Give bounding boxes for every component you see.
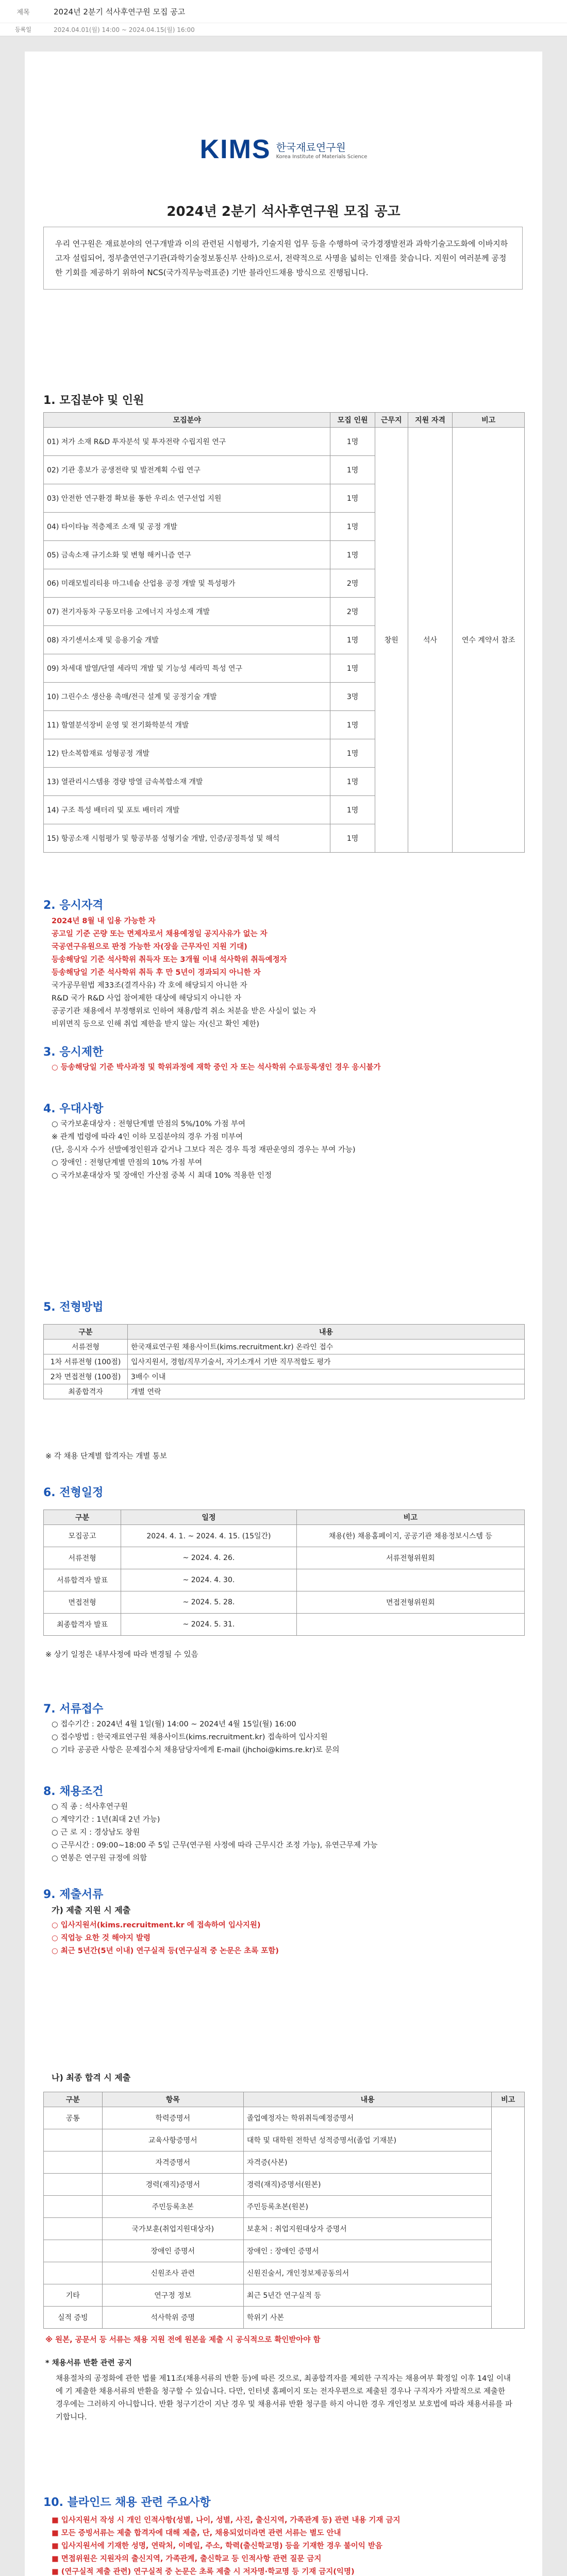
table-row [44,2240,525,2262]
section-9-title: 9. 제출서류 [43,1888,104,1901]
preference-item: ○ 장애인 : 전형단계별 만점의 10% 가점 부여 [52,1159,203,1167]
table-header-cell: 모집분야 [44,413,330,428]
schedule-cell: ~ 2024. 4. 30. [121,1569,296,1591]
qualification-item: 국공연구유원으로 판정 가능한 자(장을 근무자인 지원 기대) [52,943,247,951]
doc-cell [44,2174,103,2196]
count-cell: 1명 [330,711,375,739]
table-row [44,1569,525,1591]
field-cell: 13) 열관리시스템용 경량 방열 금속복합소재 개발 [44,768,330,796]
table-row [44,1547,525,1569]
count-cell: 1명 [330,428,375,456]
doc-cell: 주민등록초본(원본) [243,2196,491,2218]
condition-item: ○ 직 종 : 석사후연구원 [52,1803,128,1811]
restriction-text: ○ 등송해당일 기준 박사과정 및 학위과정에 재학 중인 자 또는 석사학위 수료등록생인 경우 응시불가 [52,1063,381,1072]
table-header-cell: 비고 [296,1510,524,1525]
doc-item: ○ 입사지원서(kims.recruitment.kr 에 접속하여 입사지원) [52,1921,261,1929]
doc-cell [44,2262,103,2284]
doc-cell: 실적 증빙 [44,2307,103,2329]
doc-cell [44,2196,103,2218]
section-4-title: 4. 우대사항 [43,1103,104,1115]
logo-kor: 한국재료연구원 [276,141,346,154]
section-7-title: 7. 서류접수 [43,1703,104,1716]
field-cell: 09) 차세대 발열/단열 세라믹 개발 및 기능성 세라믹 특성 연구 [44,654,330,683]
doc-cell: 주민등록초본 [102,2196,243,2218]
table-row [44,2284,525,2307]
schedule-cell: ~ 2024. 5. 28. [121,1591,296,1614]
blind-item: ■ 모든 증빙서류는 제출 합격자에 대해 제출, 단, 채용되었더라면 관련 서류는 별도 안내 [52,2529,341,2537]
field-cell: 06) 미래모빌리티용 마그네슘 산업용 공정 개발 및 특성평가 [44,569,330,598]
doc-cell: 학위기 사본 [243,2307,491,2329]
table-header-cell: 일정 [121,1510,296,1525]
table-row [44,1384,525,1399]
notice-header [0,0,567,37]
field-cell: 05) 금속소재 규기소화 및 변형 해커니즘 연구 [44,541,330,569]
doc-cell: 교육사항증명서 [102,2129,243,2151]
stage-content-cell: 입사지원서, 경험/직무기술서, 자기소개서 기반 직무적합도 평가 [128,1354,525,1369]
count-cell: 1명 [330,824,375,853]
count-cell: 3명 [330,683,375,711]
field-cell: 15) 항공소재 시험평가 및 항공부품 성형기술 개발, 인증/공정특성 및 해석 [44,824,330,853]
stage-cell: 최종합격자 [44,1384,128,1399]
table-row [44,428,525,456]
blind-list [52,2510,521,2576]
schedule-table [43,1510,525,1636]
field-cell: 03) 안전한 연구환경 확보를 통한 우리소 연구선업 지원 [44,484,330,513]
notice-body [25,52,542,2576]
count-cell: 2명 [330,598,375,626]
condition-item: ○ 계약기간 : 1년(최대 2년 가능) [52,1816,160,1824]
table-header-cell: 구분 [44,1325,128,1340]
stage-cell: 1차 서류전형 (100점) [44,1354,128,1369]
doc-cell: 경력(재직)증명서(원본) [243,2174,491,2196]
doc-cell: 보훈처 : 취업지원대상자 증명서 [243,2218,491,2240]
qualification-item: 공고일 기준 곤량 또는 면제자로서 채용예정일 공지사유가 없는 자 [52,930,268,938]
count-cell: 1명 [330,739,375,768]
schedule-cell: 2024. 4. 1. ~ 2024. 4. 15. (15일간) [121,1525,296,1547]
merged-cell: 창원 [375,428,408,853]
table-row [44,2174,525,2196]
notice-title: 2024년 2분기 석사후연구원 모집 공고 [166,204,401,219]
blind-item: ■ 입사지원서에 기재한 성명, 연락처, 이메일, 주소, 학력(출신학교명) 등을 기재한 경우 불이익 받음 [52,2542,382,2550]
header-date-row [0,23,567,36]
preference-item: ○ 국가보훈대상자 : 전형단계별 만점의 5%/10% 가점 부여 [52,1120,246,1128]
merged-cell: 석사 [408,428,452,853]
doc-cell: 자격증명서 [102,2151,243,2174]
doc-cell: 대학 및 대학원 전학년 성적증명서(졸업 기재분) [243,2129,491,2151]
selection-method-table [43,1324,525,1399]
docs-sub1: 가) 제출 지원 시 제출 [52,1905,131,1915]
table-header-cell: 비고 [492,2092,525,2107]
section-8-title: 8. 채용조건 [43,1785,104,1798]
section-2-title: 2. 응시자격 [43,899,104,912]
table-row [44,2129,525,2151]
blind-item: ■ 입사지원서 작성 시 개인 인적사항(성별, 나이, 성별, 사진, 출신지역, 가족관계 등) 관련 내용 기재 금지 [52,2516,401,2524]
stage-content-cell: 개별 연락 [128,1384,525,1399]
doc-item: ○ 최근 5년간(5년 이내) 연구실적 등(연구실적 중 논문은 초록 포함) [52,1947,279,1955]
table-row [44,1525,525,1547]
doc-cell [44,2151,103,2174]
doc-cell: 신원진술서, 개인정보제공동의서 [243,2262,491,2284]
count-cell: 1명 [330,796,375,824]
schedule-note: ※ 상기 일정은 내부사정에 따라 변경될 수 있음 [45,1651,198,1659]
doc-cell [44,2218,103,2240]
qualification-item: 비위면직 등으로 인해 취업 제한을 받지 않는 자(신고 확인 제한) [52,1020,259,1028]
doc-cell: 석사학위 증명 [102,2307,243,2329]
field-cell: 11) 할열분석장비 운영 및 전기화학분석 개발 [44,711,330,739]
final-docs-note: ※ 원본, 공문서 등 서류는 채용 지원 전에 원본을 제출 시 공식적으로 확인받아야 함 [45,2336,321,2344]
doc-cell [44,2129,103,2151]
table-header-cell: 구분 [44,1510,121,1525]
submission-item: ○ 접수방법 : 한국재료연구원 채용사이트(kims.recruitment.kr) 접속하여 입사지원 [52,1733,328,1741]
table-row [44,2307,525,2329]
qualification-item: 2024년 8월 내 입용 가능한 자 [52,917,156,925]
schedule-cell: 채용(한) 채용홈페이지, 공공기관 채용정보시스템 등 [296,1525,524,1547]
table-row [44,2218,525,2240]
submission-list [52,1718,521,1757]
qualification-item: R&D 국가 R&D 사업 참여제한 대상에 해당되지 아니한 자 [52,994,242,1003]
qualification-list [52,915,521,1031]
table-row [44,2107,525,2129]
condition-item: ○ 근무시간 : 09:00~18:00 주 5일 근무(연구원 사정에 따라 근무시간 조정 가능), 유연근무제 가능 [52,1841,378,1850]
schedule-cell [296,1569,524,1591]
return-notice-body: 채용절차의 공정화에 관한 법률 제11조(채용서류의 반환 등)에 따른 것으로, 최종합격자를 제외한 구직자는 채용여부 확정일 이후 14일 이내에 기 제출한 채용서류의 반환을 청구할 수 있습니다. 다만, 인터넷 홈페이지 또는 전자우편으로 제출된 경우나 구직자가 자발적으로 제출한 경우에는 그러하지 아니합니다. 반환 청구기간이 지난 경우 및 채용서류 반환 청구를 하지 아니한 경우 개인정보 보호법에 따라 채용서류를 파기합니다. [56,2375,512,2421]
logo-eng: Korea Institute of Materials Science [276,154,368,160]
stage-cell: 서류전형 [44,1340,128,1354]
recruit-field-table [43,412,525,853]
field-cell: 01) 저가 소재 R&D 투자분석 및 투자전략 수립지원 연구 [44,428,330,456]
condition-item: ○ 연봉은 연구원 규정에 의함 [52,1854,147,1862]
submission-item: ○ 기타 공공관 사항은 문제접수처 채용담당자에게 E-mail (jhchoi@kims.re.kr)로 문의 [52,1746,340,1754]
final-docs-table [43,2092,525,2329]
schedule-cell: 서류전형위원회 [296,1547,524,1569]
doc-cell: 기타 [44,2284,103,2307]
intro-box: 우리 연구원은 재료분야의 연구개발과 이의 관련된 시험평가, 기술지원 업무 등을 수행하여 국가경쟁발전과 과학기술고도화에 이바지하고자 설립되어, 정부출연연구기관(과학기술정보통신부 산하)으로서, 전략적으로 사명을 넓히는 인재를 찾습니다. 지원이 여러분께 공정한 기회를 제공하기 위하여 NCS(국가직무능력표준) 기반 블라인드채용 방식으로 진행됩니다. [43,227,523,290]
selection-note: ※ 각 채용 단계별 합격자는 개별 통보 [45,1452,167,1461]
table-row [44,1340,525,1354]
count-cell: 2명 [330,569,375,598]
condition-list [52,1801,521,1865]
table-row [44,2196,525,2218]
table-header-cell: 지원 자격 [408,413,452,428]
doc-cell: 장애인 증명서 [102,2240,243,2262]
section-10-title: 10. 블라인드 채용 관련 주요사항 [43,2496,211,2509]
field-cell: 04) 타이타늄 적층제조 소재 및 공정 개발 [44,513,330,541]
doc-cell: 연구정 정보 [102,2284,243,2307]
doc-cell: 자격증(사본) [243,2151,491,2174]
count-cell: 1명 [330,513,375,541]
schedule-cell: 최종합격자 발표 [44,1614,121,1636]
table-header-cell: 모집 인원 [330,413,375,428]
count-cell: 1명 [330,456,375,484]
qualification-item: 공공기관 채용에서 부정행위로 인하여 채용/합격 취소 처분을 받은 사실이 없는 자 [52,1007,316,1015]
stage-content-cell: 한국재료연구원 채용사이트(kims.recruitment.kr) 온라인 접수 [128,1340,525,1354]
docs-sub2: 나) 최종 합격 시 제출 [52,2073,131,2082]
doc-note-cell [492,2107,525,2329]
table-header-cell: 내용 [243,2092,491,2107]
doc-cell: 졸업예정자는 학위취득예정증명서 [243,2107,491,2129]
section-6-title: 6. 전형일정 [43,1486,104,1499]
table-header-cell: 비고 [453,413,525,428]
doc-cell: 최근 5년간 연구실적 등 [243,2284,491,2307]
schedule-cell: 모집공고 [44,1525,121,1547]
section-1-title: 1. 모집분야 및 인원 [43,394,144,407]
doc-cell: 학력증명서 [102,2107,243,2129]
field-cell: 14) 구조 특성 배터리 및 포토 배터리 개발 [44,796,330,824]
table-row [44,1354,525,1369]
qualification-item: 등송해당일 기준 석사학위 취득자 또는 3개월 이내 석사학위 취득예정자 [52,956,287,964]
schedule-cell: 서류전형 [44,1547,121,1569]
submission-item: ○ 접수기간 : 2024년 4월 1일(월) 14:00 ~ 2024년 4월 15일(월) 16:00 [52,1720,296,1728]
doc-cell [44,2240,103,2262]
doc-cell: 국가보훈(취업지원대상자) [102,2218,243,2240]
header-title-row [0,0,567,23]
field-cell: 08) 자기센서소재 및 응용기술 개발 [44,626,330,654]
blind-item: ■ (연구실적 제출 관련) 연구실적 중 논문은 초록 제출 시 저자명·학교명 등 기재 금지(익명) [52,2568,355,2576]
return-notice-head: * 채용서류 반환 관련 공지 [45,2359,132,2367]
doc-cell: 장애인 : 장애인 증명서 [243,2240,491,2262]
logo [25,134,542,165]
preference-item: ○ 국가보훈대상자 및 장애인 가산점 중복 시 최대 10% 적용한 인정 [52,1172,272,1180]
qualification-item: 국가공무원법 제33조(결격사유) 각 호에 해당되지 아니한 자 [52,981,247,990]
table-row [44,2151,525,2174]
header-date-label: 등록일 [15,26,31,33]
schedule-cell: 면접전형 [44,1591,121,1614]
logo-mark: KIMS [199,134,271,164]
header-date-value: 2024.04.01(월) 14:00 ~ 2024.04.15(월) 16:00 [54,26,195,33]
blind-item: ■ 면접위원은 지원자의 출신지역, 가족관계, 출신학교 등 인적사항 관련 질문 금지 [52,2555,322,2563]
schedule-cell: ~ 2024. 4. 26. [121,1547,296,1569]
table-header-cell: 근무지 [375,413,408,428]
table-row [44,2262,525,2284]
table-header-cell: 항목 [102,2092,243,2107]
condition-item: ○ 근 로 지 : 경상남도 창원 [52,1828,140,1837]
field-cell: 07) 전기자동차 구동모터용 고에너지 자성소재 개발 [44,598,330,626]
merged-cell: 연수 계약서 참조 [453,428,525,853]
doc-cell: 경력(재직)증명서 [102,2174,243,2196]
stage-cell: 2차 면접전형 (100점) [44,1369,128,1384]
doc-cell: 공통 [44,2107,103,2129]
schedule-cell: ~ 2024. 5. 31. [121,1614,296,1636]
schedule-cell [296,1614,524,1636]
table-row [44,1369,525,1384]
schedule-cell: 면접전형위원회 [296,1591,524,1614]
schedule-cell: 서류합격자 발표 [44,1569,121,1591]
field-cell: 02) 기관 홍보가 공생전략 및 발전계획 수립 연구 [44,456,330,484]
preference-item: (단, 응시자 수가 선발예정인원과 같거나 그보다 적은 경우 특정 재판운영의 경우는 부여 가능) [52,1146,356,1154]
count-cell: 1명 [330,654,375,683]
count-cell: 1명 [330,768,375,796]
doc-item: ○ 직업능 요한 것 해야지 발령 [52,1934,151,1942]
docs-sub1-list [52,1919,521,1958]
stage-content-cell: 3배수 이내 [128,1369,525,1384]
section-3-title: 3. 응시제한 [43,1046,104,1059]
count-cell: 1명 [330,484,375,513]
doc-cell: 신원조사 관련 [102,2262,243,2284]
field-cell: 12) 탄소복합재료 성형공정 개발 [44,739,330,768]
count-cell: 1명 [330,541,375,569]
table-row [44,1614,525,1636]
count-cell: 1명 [330,626,375,654]
qualification-item: 등송해당일 기준 석사학위 취득 후 만 5년이 경과되지 아니한 자 [52,969,261,977]
header-title-value: 2024년 2분기 석사후연구원 모집 공고 [54,7,186,16]
preference-item: ※ 관계 법령에 따라 4인 이하 모집분야의 경우 가점 미부여 [52,1133,243,1141]
table-header-cell: 구분 [44,2092,103,2107]
table-row [44,1591,525,1614]
field-cell: 10) 그린수소 생산용 촉매/전극 설계 및 공정기술 개발 [44,683,330,711]
preference-list [52,1118,521,1182]
table-header-cell: 내용 [128,1325,525,1340]
header-title-label: 제목 [16,8,30,16]
section-5-title: 5. 전형방법 [43,1301,104,1314]
